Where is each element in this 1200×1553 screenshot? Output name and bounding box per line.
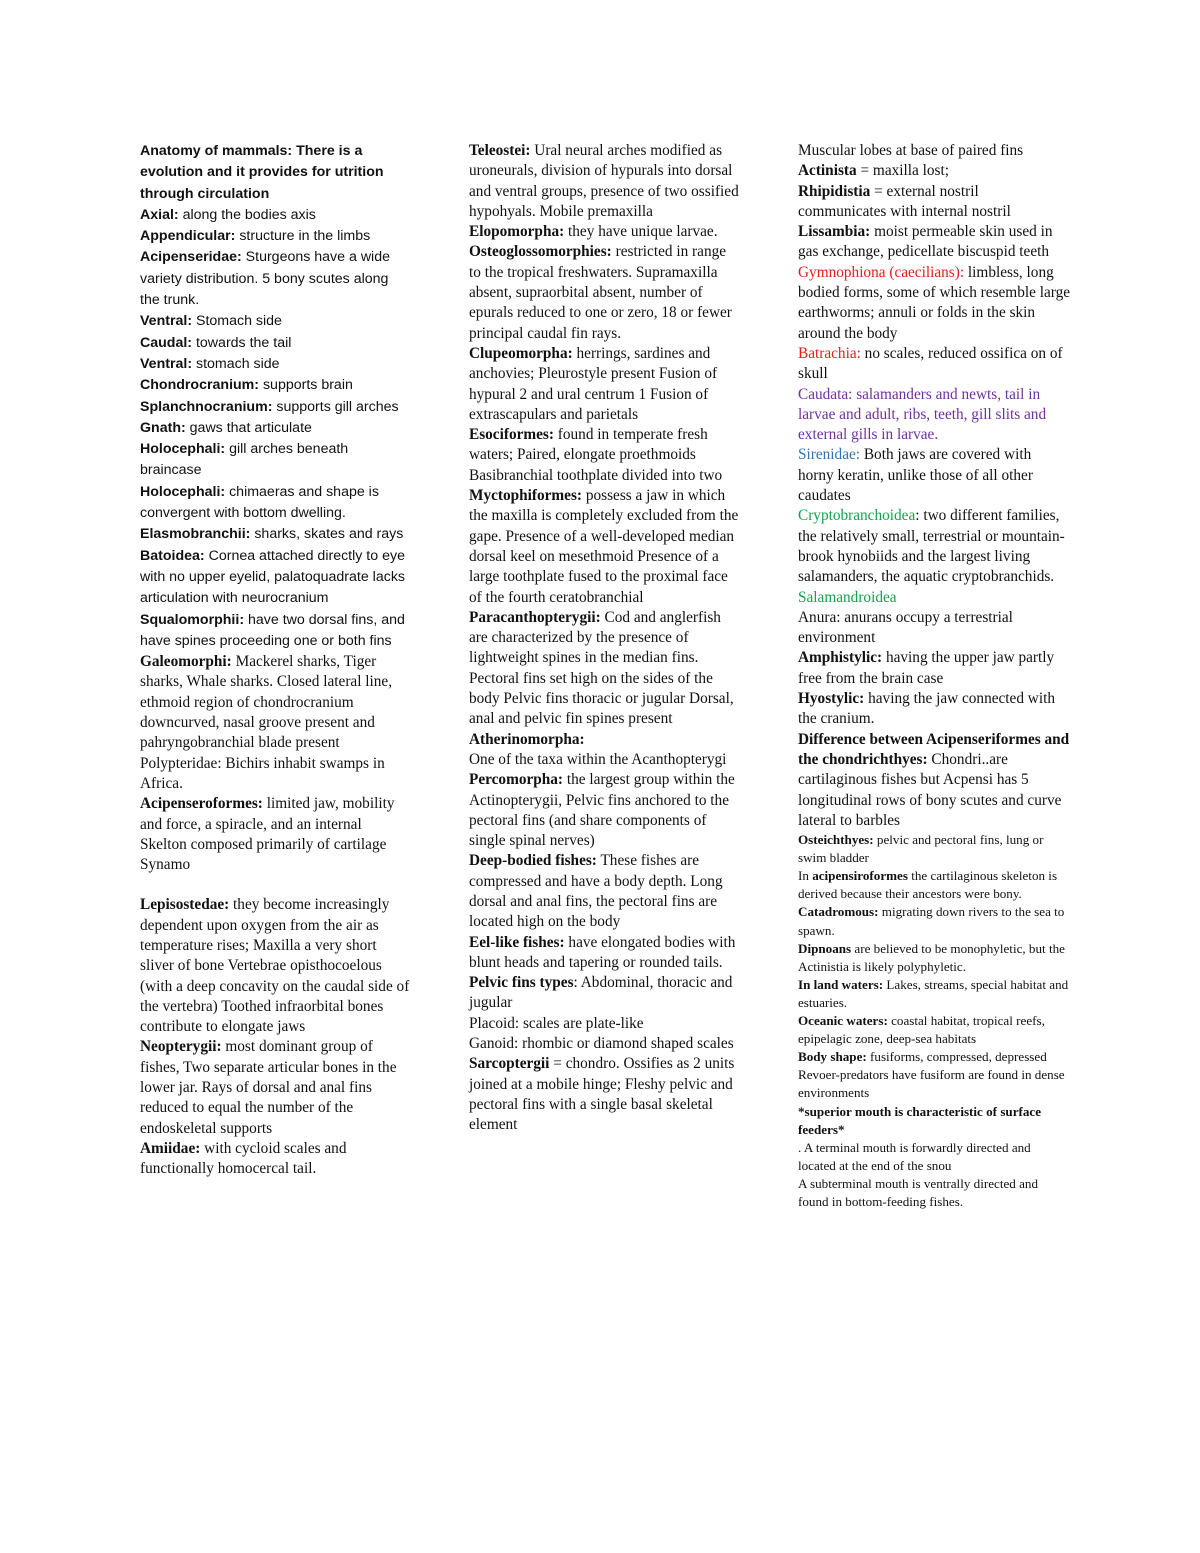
note-entry bbox=[798, 161, 1070, 181]
entry-term: Amiidae: bbox=[140, 1139, 201, 1157]
entry-description: Mackerel sharks, Tiger sharks, Whale sharks. Closed lateral line, ethmoid region of chondrocranium downcurved, nasal groove present and pahryngobranchial blade present bbox=[140, 653, 393, 752]
note-entry bbox=[469, 486, 739, 608]
entry-term: Batoidea: bbox=[140, 547, 205, 564]
entry-description: sharks, skates and rays bbox=[250, 526, 404, 543]
entry-description: Anura: anurans occupy a terrestrial environment bbox=[798, 608, 1013, 647]
note-entry bbox=[798, 976, 1070, 1012]
entry-term: Elopomorpha: bbox=[469, 223, 565, 241]
entry-term: *superior mouth is characteristic of surface feeders* bbox=[798, 1103, 1042, 1137]
note-entry bbox=[140, 754, 410, 795]
column-left bbox=[140, 141, 410, 1180]
note-entry bbox=[140, 524, 410, 545]
entry-description: limbless, long bodied forms, some of which resemble large earthworms; annuli or folds in the skin around the body bbox=[798, 263, 1071, 342]
note-entry bbox=[469, 425, 739, 486]
note-entry bbox=[469, 973, 739, 1014]
entry-description: with cycloid scales and functionally homocercal tail. bbox=[140, 1139, 347, 1178]
note-entry bbox=[140, 205, 410, 226]
note-entry bbox=[798, 263, 1070, 344]
entry-term: Anatomy of mammals: There is a evolution and it provides for utrition through circulation bbox=[140, 143, 384, 202]
entry-term: Pelvic fins types bbox=[469, 974, 574, 992]
entry-description: they have unique larvae. bbox=[564, 223, 718, 241]
entry-description: moist permeable skin used in gas exchange, pedicellate biscuspid teeth bbox=[798, 223, 1053, 261]
entry-description: Placoid: scales are plate-like bbox=[469, 1014, 644, 1032]
entry-description: most dominant group of fishes, Two separate articular bones in the lower jar. Rays of dorsal and anal fins reduced to equal the number of the endoskeletal supports bbox=[140, 1038, 397, 1137]
entry-description: structure in the limbs bbox=[235, 228, 371, 245]
entry-description: possess a jaw in which the maxilla is completely excluded from the gape. Presence of a well-developed median dorsal keel on mesethmoid Presence of a large toothplate fused to the proximal face of the fourth ceratobranchial bbox=[469, 487, 739, 606]
note-entry bbox=[798, 141, 1070, 161]
entry-description: Muscular lobes at base of paired fins bbox=[798, 142, 1024, 159]
note-entry bbox=[798, 506, 1070, 587]
note-entry bbox=[140, 311, 410, 332]
note-entry bbox=[798, 608, 1070, 649]
note-entry bbox=[140, 794, 410, 855]
entry-description: gill arches beneath braincase bbox=[140, 441, 349, 479]
entry-description: Polypteridae: Bichirs inhabit swamps in Africa. bbox=[140, 754, 385, 792]
note-entry bbox=[798, 222, 1070, 263]
entry-description: Stomach side bbox=[192, 313, 282, 330]
note-entry bbox=[798, 867, 1070, 903]
entry-term: Neopterygii: bbox=[140, 1038, 222, 1056]
entry-term: Catadromous: bbox=[798, 904, 879, 920]
entry-description: Lakes, streams, special habitat and estuaries. bbox=[798, 976, 1069, 1010]
entry-description: Sturgeons have a wide variety distribution. 5 bony scutes along the trunk. bbox=[140, 249, 390, 309]
entry-description: Cod and anglerfish are characterized by the presence of lightweight spines in the median fins. Pectoral fins set high on the sides of the body Pelvic fins thoracic or jugular Dorsal, anal and pelvic fin spines present bbox=[469, 608, 734, 728]
note-entry bbox=[798, 1066, 1070, 1102]
entry-term-red: Batrachia: bbox=[798, 344, 861, 362]
entry-term-green: Salamandroidea bbox=[798, 588, 897, 606]
entry-description: Both jaws are covered with horny keratin, unlike those of all other caudates bbox=[798, 446, 1033, 505]
entry-term: Splanchnocranium: bbox=[140, 398, 273, 415]
note-entry bbox=[469, 851, 739, 932]
entry-term: Percomorpha: bbox=[469, 771, 564, 789]
note-entry bbox=[140, 652, 410, 753]
entry-description: towards the tail bbox=[192, 334, 292, 351]
column-right-small-section bbox=[798, 831, 1070, 1211]
entry-description: limited jaw, mobility and force, a spiracle, and an internal Skelton composed primarily of cartilage bbox=[140, 795, 395, 853]
paragraph-gap bbox=[140, 875, 410, 895]
entry-description: gaws that articulate bbox=[185, 419, 312, 436]
note-entry bbox=[798, 1103, 1070, 1139]
note-entry bbox=[798, 903, 1070, 939]
entry-term: Elasmobranchii: bbox=[140, 526, 251, 543]
note-entry bbox=[140, 247, 410, 311]
note-entry bbox=[798, 1175, 1070, 1211]
note-entry bbox=[469, 141, 739, 222]
note-entry bbox=[140, 895, 410, 1037]
note-entry bbox=[140, 418, 410, 439]
note-entry bbox=[469, 750, 739, 770]
note-entry bbox=[798, 344, 1070, 385]
note-entry bbox=[140, 333, 410, 354]
entry-description: Revoer-predators have fusiform are found in dense environments bbox=[798, 1067, 1065, 1101]
note-entry bbox=[469, 933, 739, 974]
entry-description: found in temperate fresh waters; Paired, elongate proethmoids Basibranchial toothplate divided into two bbox=[469, 426, 723, 484]
entry-description: Cornea attached directly to eye with no upper eyelid, palatoquadrate lacks articulation with neurocranium bbox=[140, 547, 406, 607]
entry-term-green: Cryptobranchoidea bbox=[798, 507, 916, 525]
note-entry bbox=[798, 385, 1070, 446]
entry-description: These fishes are compressed and have a body depth. Long dorsal and anal fins, the pectoral fins are located high on the body bbox=[469, 852, 723, 931]
note-entry bbox=[140, 1037, 410, 1138]
note-entry bbox=[140, 141, 410, 205]
column-left-serif-section bbox=[140, 652, 410, 1179]
column-middle bbox=[469, 141, 739, 1136]
entry-description: . A terminal mouth is forwardly directed and located at the end of the snou bbox=[798, 1139, 1031, 1173]
entry-description: pelvic and pectoral fins, lung or swim bladder bbox=[798, 832, 1044, 866]
entry-term: Actinista bbox=[798, 162, 857, 180]
entry-term: Appendicular: bbox=[140, 228, 236, 245]
note-entry bbox=[798, 445, 1070, 506]
entry-description: One of the taxa within the Acanthopterygi bbox=[469, 750, 727, 768]
note-entry bbox=[798, 689, 1070, 730]
entry-description: the cartilaginous skeleton is derived because their ancestors were bony. bbox=[798, 868, 1058, 902]
entry-description: A subterminal mouth is ventrally directed and found in bottom-feeding fishes. bbox=[798, 1175, 1038, 1209]
entry-description: stomach side bbox=[192, 355, 280, 372]
entry-description: = external nostril communicates with internal nostril bbox=[798, 182, 1011, 220]
note-entry bbox=[798, 588, 1070, 608]
entry-term: Eel-like fishes: bbox=[469, 933, 565, 951]
note-entry bbox=[469, 608, 739, 730]
note-entry bbox=[798, 940, 1070, 976]
entry-term: Lissambia: bbox=[798, 223, 871, 241]
entry-term: Hyostylic: bbox=[798, 690, 865, 708]
note-entry bbox=[140, 375, 410, 396]
note-entry bbox=[798, 831, 1070, 867]
entry-term: Lepisostedae: bbox=[140, 896, 230, 914]
note-entry bbox=[140, 482, 410, 525]
entry-description: are believed to be monophyletic, but the Actinistia is likely polyphyletic. bbox=[798, 940, 1065, 974]
entry-description: supports brain bbox=[259, 377, 353, 394]
column-right bbox=[798, 141, 1070, 1211]
entry-term: Squalomorphii: bbox=[140, 611, 245, 628]
note-entry bbox=[140, 1139, 410, 1180]
entry-term: Difference between Acipenseriformes and the chondrichthyes: bbox=[798, 730, 1070, 768]
entry-term: Gnath: bbox=[140, 419, 186, 436]
note-entry bbox=[798, 182, 1070, 223]
entry-term: Axial: bbox=[140, 206, 179, 223]
entry-description: = chondro. Ossifies as 2 units joined at a mobile hinge; Fleshy pelvic and pectoral fins with a single basal skeletal element bbox=[469, 1055, 735, 1134]
entry-term: Atherinomorpha: bbox=[469, 730, 585, 748]
entry-term: Myctophiformes: bbox=[469, 487, 582, 505]
entry-term: Osteichthyes: bbox=[798, 832, 874, 848]
note-entry bbox=[140, 610, 410, 653]
entry-description: : Abdominal, thoracic and jugular bbox=[469, 974, 733, 1012]
note-entry bbox=[798, 648, 1070, 689]
note-entry bbox=[140, 546, 410, 610]
entry-term: Ventral: bbox=[140, 355, 193, 372]
entry-term: Holocephali: bbox=[140, 483, 226, 500]
entry-description: coastal habitat, tropical reefs, epipelagic zone, deep-sea habitats bbox=[798, 1013, 1045, 1047]
entry-description: migrating down rivers to the sea to spawn. bbox=[798, 904, 1065, 938]
entry-term: Caudal: bbox=[140, 334, 193, 351]
note-entry bbox=[469, 730, 739, 750]
entry-description: having the upper jaw partly free from the brain case bbox=[798, 649, 1055, 687]
note-entry bbox=[469, 1014, 739, 1034]
entry-description: the largest group within the Actinopterygii, Pelvic fins anchored to the pectoral fins (and share components of single spinal nerves) bbox=[469, 771, 735, 850]
entry-term: Dipnoans bbox=[798, 940, 852, 956]
note-entry bbox=[469, 1034, 739, 1054]
entry-term: Acipenseridae: bbox=[140, 249, 242, 266]
entry-term: Body shape: bbox=[798, 1049, 867, 1065]
entry-description: they become increasingly dependent upon oxygen from the air as temperature rises; Maxilla a very short sliver of bone Vertebrae opisthocoelous (with a deep concavity on the caudal side of the vertebra) Toothed infraorbital bones contribute to elongate jaws bbox=[140, 896, 410, 1036]
entry-description: along the bodies axis bbox=[178, 206, 316, 223]
entry-term: Osteoglossomorphies: bbox=[469, 243, 612, 261]
note-entry bbox=[469, 242, 739, 343]
entry-description: have two dorsal fins, and have spines proceeding one or both fins bbox=[140, 611, 405, 649]
note-entry bbox=[140, 439, 410, 482]
entry-description: supports gill arches bbox=[272, 398, 399, 415]
entry-description: : two different families, the relatively small, terrestrial or mountain-brook hynobiids and the largest living salamanders, the aquatic cryptobranchids. bbox=[798, 507, 1065, 586]
entry-term: Sarcoptergii bbox=[469, 1055, 550, 1073]
note-entry bbox=[469, 770, 739, 851]
entry-term-red: Gymnophiona (caecilians): bbox=[798, 263, 965, 281]
entry-term: Galeomorphi: bbox=[140, 653, 232, 671]
entry-term: Oceanic waters: bbox=[798, 1013, 888, 1029]
note-entry bbox=[140, 397, 410, 418]
entry-description: restricted in range to the tropical freshwaters. Supramaxilla absent, supraorbital absent, number of epurals reduced to one or zero, 18 or fewer principal caudal fin rays. bbox=[469, 243, 732, 342]
entry-description: no scales, reduced ossifica on of skull bbox=[798, 344, 1063, 383]
note-entry bbox=[798, 1048, 1070, 1066]
note-entry bbox=[469, 344, 739, 425]
entry-prefix: In bbox=[798, 868, 813, 884]
note-entry bbox=[140, 354, 410, 375]
entry-term: Chondrocranium: bbox=[140, 377, 260, 394]
entry-description: Chondri..are cartilaginous fishes but Acpensi has 5 longitudinal rows of bony scutes and curve lateral to barbles bbox=[798, 750, 1062, 829]
entry-term: Esociformes: bbox=[469, 426, 554, 444]
entry-term: acipensiroformes bbox=[812, 868, 908, 884]
note-entry bbox=[798, 1012, 1070, 1048]
note-entry bbox=[798, 730, 1070, 831]
entry-term: In land waters: bbox=[798, 976, 884, 992]
entry-description: chimaeras and shape is convergent with bottom dwelling. bbox=[140, 483, 379, 522]
entry-term: Holocephali: bbox=[140, 441, 226, 458]
note-entry bbox=[469, 222, 739, 242]
note-entry bbox=[469, 1054, 739, 1135]
entry-term: Amphistylic: bbox=[798, 649, 883, 667]
entry-term: Deep-bodied fishes: bbox=[469, 852, 597, 870]
entry-term: Clupeomorpha: bbox=[469, 344, 573, 362]
note-entry bbox=[140, 226, 410, 247]
entry-description: Ganoid: rhombic or diamond shaped scales bbox=[469, 1035, 734, 1053]
entry-description: = maxilla lost; bbox=[856, 162, 949, 180]
entry-term: Teleostei: bbox=[469, 142, 531, 159]
entry-term: Acipenseroformes: bbox=[140, 795, 263, 813]
entry-term: Rhipidistia bbox=[798, 182, 871, 200]
entry-term: Paracanthopterygii: bbox=[469, 608, 601, 626]
entry-description: Ural neural arches modified as uroneurals, division of hypurals into dorsal and ventral groups, presence of two ossified hypohyals. Mobile premaxilla bbox=[469, 142, 739, 220]
entry-description-purple: Caudata: salamanders and newts, tail in larvae and adult, ribs, teeth, gill slits and external gills in larvae. bbox=[798, 385, 1047, 444]
note-entry bbox=[140, 855, 410, 875]
entry-description: herrings, sardines and anchovies; Pleurostyle present Fusion of hypural 2 and ural centrum 1 Fusion of extrascapulars and parietals bbox=[469, 344, 718, 423]
entry-term: Ventral: bbox=[140, 313, 193, 330]
entry-term-blue: Sirenidae: bbox=[798, 446, 861, 464]
entry-description: having the jaw connected with the cranium. bbox=[798, 690, 1056, 728]
entry-description: Synamo bbox=[140, 856, 191, 874]
note-entry bbox=[798, 1139, 1070, 1175]
entry-description: fusiforms, compressed, depressed bbox=[866, 1049, 1047, 1065]
entry-description: have elongated bodies with blunt heads and tapering or rounded tails. bbox=[469, 933, 736, 971]
